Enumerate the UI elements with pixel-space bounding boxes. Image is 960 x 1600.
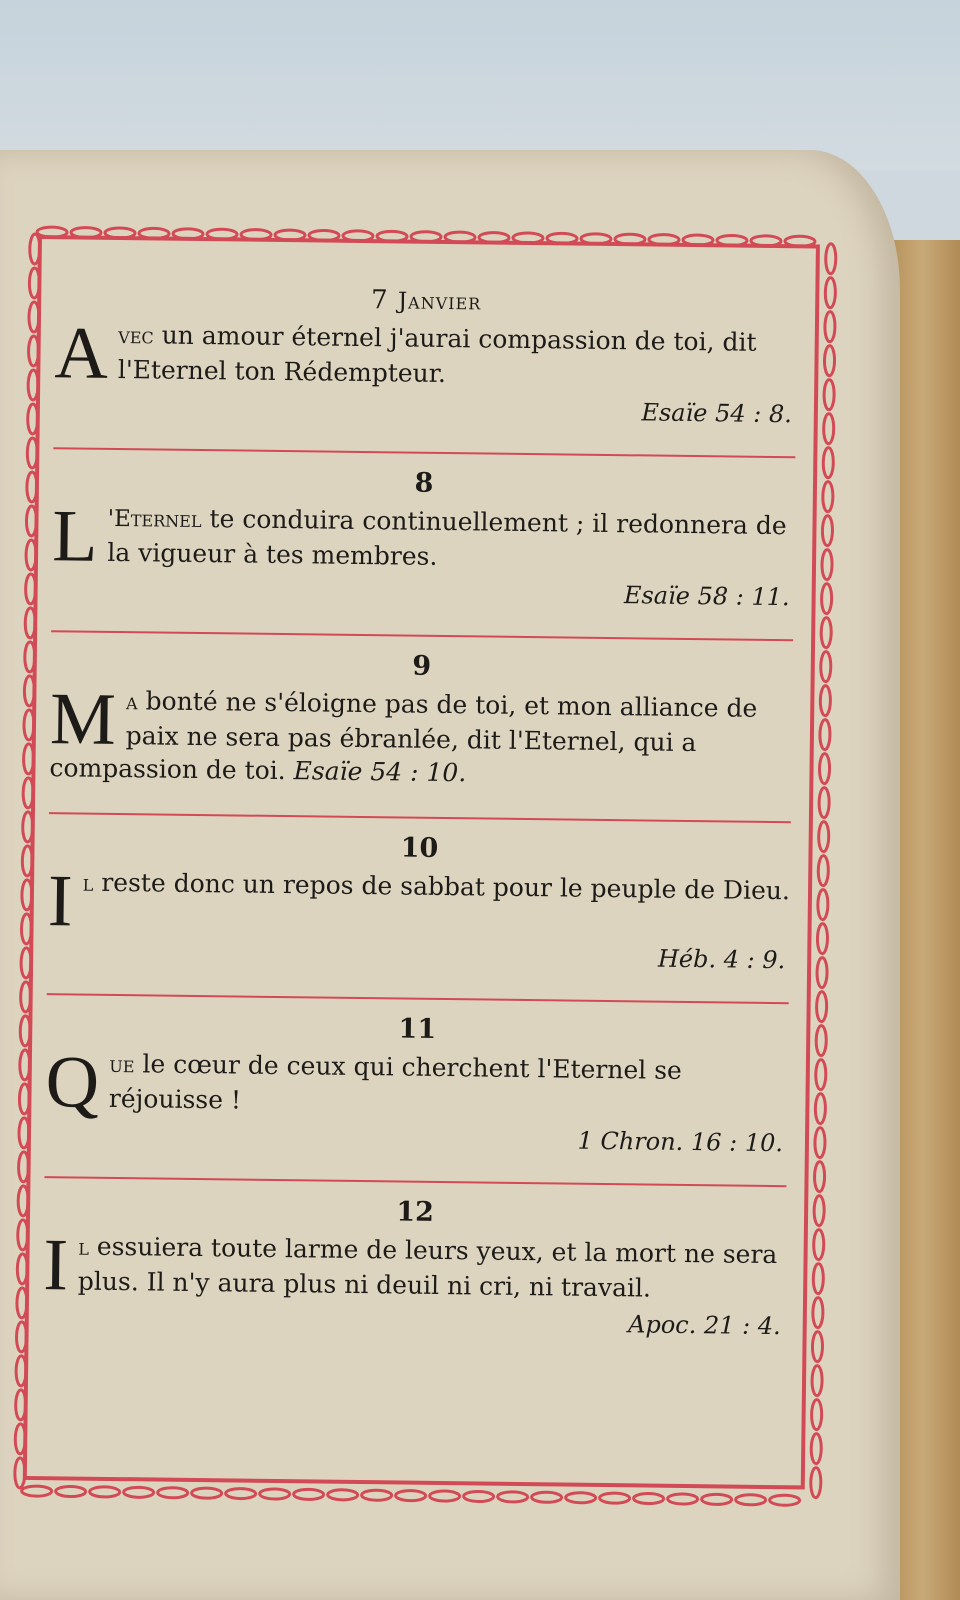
page-title [55,281,797,320]
scripture-reference: Héb. 4 : 9. [657,944,786,975]
verse-body: essuiera toute larme de leurs yeux, et la mort ne sera plus. Il n'y aura plus ni deuil ni cri, ni travail. [77,1231,778,1303]
drop-cap: L [51,495,99,578]
drop-cap: Q [45,1041,100,1124]
verse-lead: a [125,689,138,716]
verse-text [45,1041,788,1124]
day-number: 11 [398,1013,437,1045]
verse-lead: ue [109,1051,135,1079]
day-number: 9 [412,650,432,682]
drop-cap: I [42,1224,69,1307]
verse-entry [49,646,793,823]
day-number: 10 [400,832,439,864]
background-surface [0,0,960,170]
verse-lead: l [82,870,94,897]
scripture-reference: Esaïe 54 : 8. [641,398,793,429]
verse-body: un amour éternel j'aurai compassion de toi, dit l'Eternel ton Rédempteur. [117,320,757,388]
date-day: 7 [370,285,389,316]
divider [53,447,795,458]
verse-lead: 'Eternel [107,505,202,534]
drop-cap: A [54,312,109,395]
decorative-border-frame [23,235,820,1489]
verse-body: bonté ne s'éloigne pas de toi, et mon alliance de paix ne sera pas ébranlée, dit l'Eternel, qui a compassion de toi. [49,686,758,786]
scripture-reference: Esaïe 58 : 11. [623,581,790,612]
divider [47,993,789,1004]
verse-entry [43,1192,787,1340]
scripture-reference: Apoc. 21 : 4. [627,1310,781,1341]
divider [51,630,793,641]
verse-entry [51,463,795,641]
divider [49,812,791,823]
verse-text [54,312,797,395]
verse-body: te conduira continuellement ; il redonnera de la vigueur à tes membres. [107,504,787,571]
verse-text [42,1224,786,1307]
verse-body: reste donc un repos de sabbat pour le peuple de Dieu. [93,867,791,906]
verse-lead: l [78,1234,90,1261]
scripture-reference: Esaïe 54 : 10. [293,756,467,788]
verse-entry [47,828,791,1004]
verse-entry [44,1009,788,1187]
drop-cap: M [49,678,117,761]
divider [44,1176,786,1187]
verse-text [51,495,795,578]
verse-text [49,678,792,793]
day-number: 8 [414,467,434,499]
drop-cap: I [47,860,74,943]
calendar-content [43,251,798,1340]
scripture-reference: 1 Chron. 16 : 10. [577,1126,784,1158]
verse-lead: vec [118,322,154,350]
date-month: Janvier [397,288,482,316]
verse-entry [53,312,797,458]
day-number: 12 [396,1196,435,1228]
verse-body: le cœur de ceux qui cherchent l'Eternel se réjouisse ! [108,1049,683,1115]
verse-text [47,860,791,943]
